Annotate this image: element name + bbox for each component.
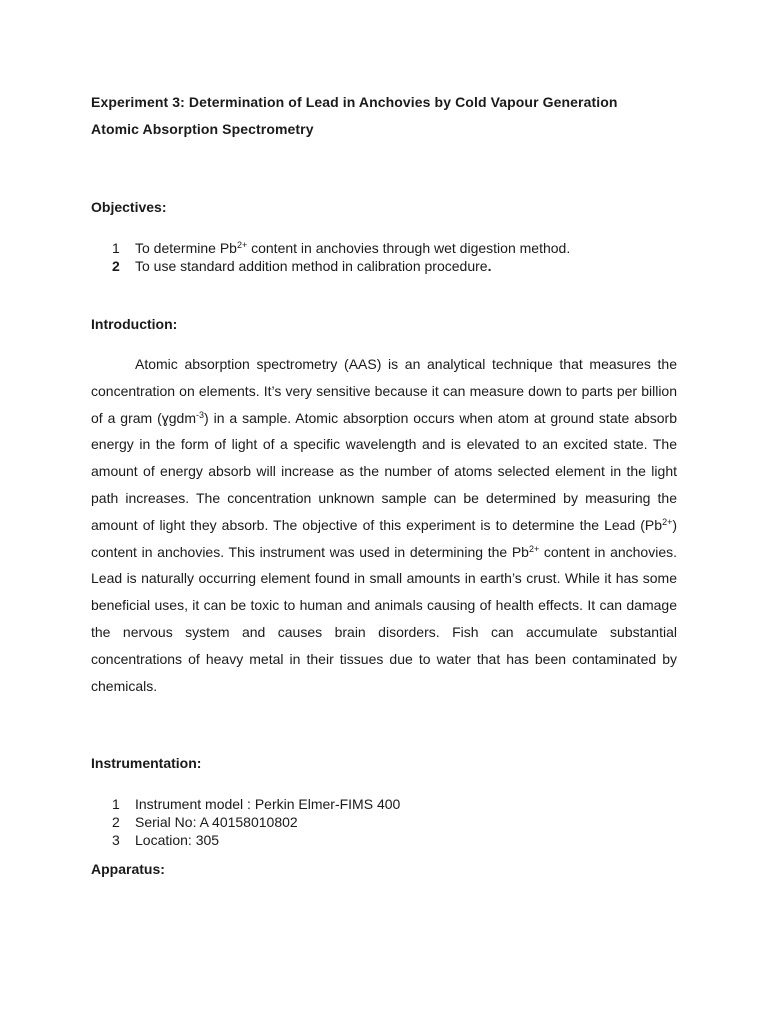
superscript: -3 (196, 409, 205, 420)
list-item (112, 831, 400, 849)
list-text: Serial No: A 40158010802 (135, 814, 298, 830)
list-text (135, 257, 491, 275)
objectives-heading: Objectives: (91, 199, 167, 215)
text-fragment: content in anchovies through wet digestion method. (247, 240, 571, 256)
list-number: 2 (112, 258, 120, 274)
text-fragment: Atomic absorption spectrometry (AAS) is an analytical technique that measures the concentration on elements. It’s very sensitive because it can measure down to parts per billion of a gram (ɣgdm (91, 356, 677, 426)
introduction-heading: Introduction: (91, 316, 178, 332)
list-number: 2 (112, 814, 120, 830)
instrumentation-list (112, 795, 400, 849)
text-fragment: To determine Pb (135, 240, 237, 256)
list-item (112, 795, 400, 813)
list-number: 1 (112, 796, 120, 812)
introduction-paragraph (91, 351, 677, 699)
title-line-2: Atomic Absorption Spectrometry (91, 121, 314, 137)
title-line-1: Experiment 3: Determination of Lead in Anchovies by Cold Vapour Generation (91, 94, 618, 110)
list-item (112, 257, 570, 275)
apparatus-heading: Apparatus: (91, 861, 165, 877)
list-text: Location: 305 (135, 832, 220, 848)
text-fragment: content in anchovies. Lead is naturally occurring element found in small amounts in earth’s crust. While it has some beneficial uses, it can be toxic to human and animals causing of health effects. It can damage the nervous system and causes brain disorders. Fish can accumulate substantial concentrations of heavy metal in their tissues due to water that has been contaminated by chemicals. (91, 543, 677, 694)
text-fragment: . (487, 258, 492, 274)
superscript: 2+ (528, 543, 540, 554)
text-fragment: ) content in anchovies. This instrument was used in determining the Pb (91, 516, 677, 560)
list-number: 1 (112, 240, 120, 256)
superscript: 2+ (236, 240, 248, 250)
superscript: 2+ (662, 516, 673, 527)
list-text (135, 239, 570, 257)
text-fragment: ) in a sample. Atomic absorption occurs when atom at ground state absorb energy in the form of light of a specific wavelength and is elevated to an excited state. The amount of energy absorb will increase as the number of atoms selected element in the light path increases. The concentration unknown sample can be determined by measuring the amount of light they absorb. The objective of this experiment is to determine the Lead (Pb (91, 409, 678, 533)
list-item (112, 813, 400, 831)
list-item (112, 239, 570, 257)
objectives-list (112, 239, 570, 275)
text-fragment: To use standard addition method in calibration procedure (135, 258, 488, 274)
instrumentation-heading: Instrumentation: (91, 755, 202, 771)
list-number: 3 (112, 832, 120, 848)
list-text: Instrument model : Perkin Elmer-FIMS 400 (135, 796, 401, 812)
